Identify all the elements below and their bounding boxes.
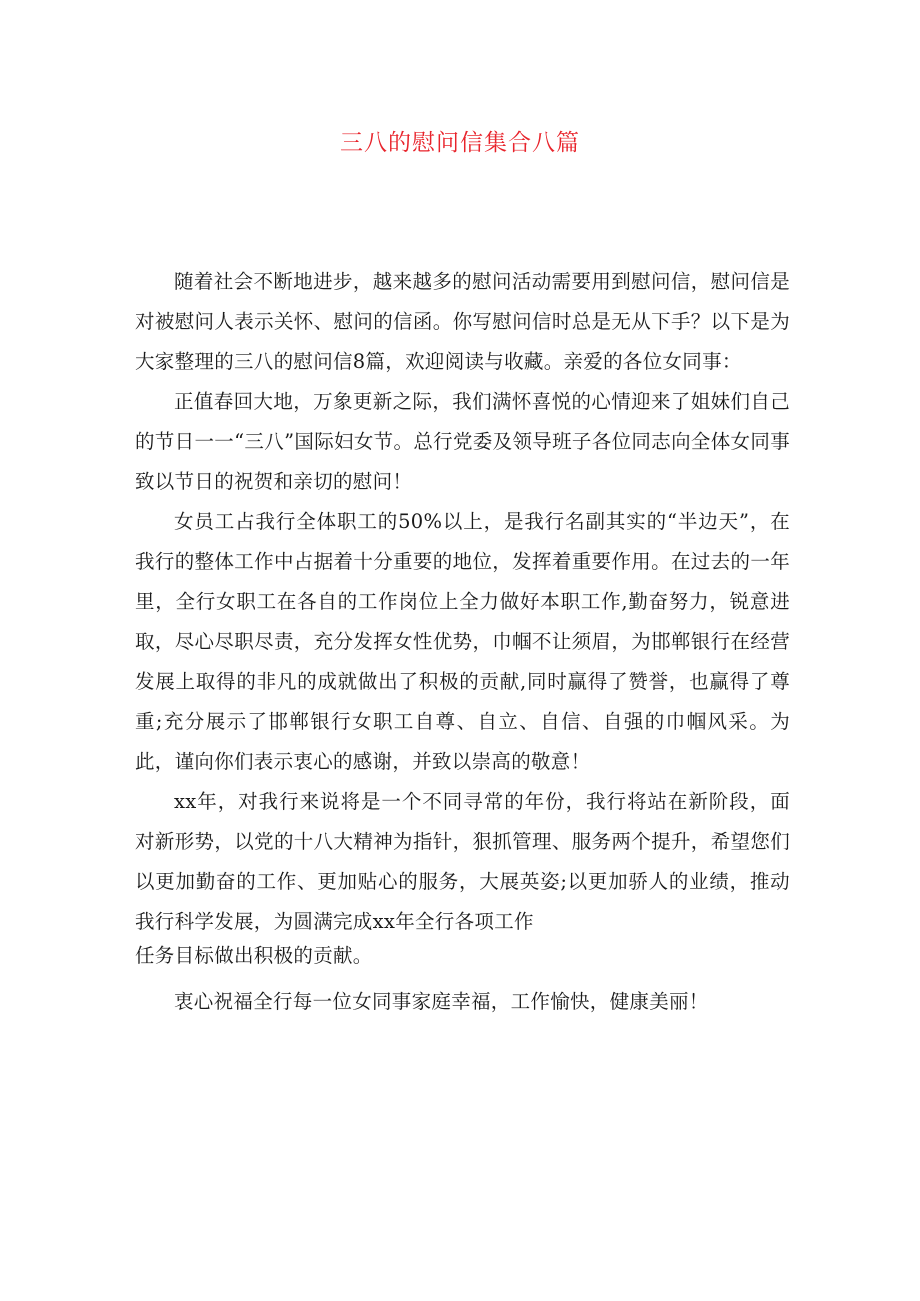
document-body xyxy=(135,262,790,1022)
paragraph-intro: 随着社会不断地进步，越来越多的慰问活动需要用到慰问信，慰问信是对被慰问人表示关怀、慰问的信函。你写慰问信时总是无从下手？以下是为大家整理的三八的慰问信8篇，欢迎阅读与收藏。亲爱的各位女同事： xyxy=(135,270,790,373)
paragraph-greeting: 正值春回大地，万象更新之际，我们满怀喜悦的心情迎来了姐妹们自己的节日一一“三八”国际妇女节。总行党委及领导班子各位同志向全体女同事致以节日的祝贺和亲切的慰问！ xyxy=(135,390,790,493)
paragraph-outlook-main: xx年，对我行来说将是一个不同寻常的年份，我行将站在新阶段，面对新形势，以党的十八大精神为指针，狠抓管理、服务两个提升，希望您们以更加勤奋的工作、更加贴心的服务，大展英姿;以更加骄人的业绩，推动我行科学发展，为圆满完成xx年全行各项工作 xyxy=(135,790,790,933)
document-title: 三八的慰问信集合八篇 xyxy=(340,130,580,156)
paragraph-outlook-tail: 任务目标做出积极的贡献。 xyxy=(135,944,373,967)
paragraph-outlook xyxy=(135,782,790,970)
paragraph-blessing: 衷心祝福全行每一位女同事家庭幸福，工作愉快，健康美丽！ xyxy=(174,990,709,1013)
paragraph-contribution: 女员工占我行全体职工的50%以上，是我行名副其实的“半边天”，在我行的整体工作中占据着十分重要的地位，发挥着重要作用。在过去的一年里，全行女职工在各自的工作岗位上全力做好本职工作,勤奋努力，锐意进取，尽心尽职尽责，充分发挥女性优势，巾帼不让须眉，为邯郸银行在经营发展上取得的非凡的成就做出了积极的贡献,同时赢得了赞誉，也赢得了尊重;充分展示了邯郸银行女职工自尊、自立、自信、自强的巾帼风采。为此，谨向你们表示衷心的感谢，并致以崇高的敬意！ xyxy=(135,510,790,773)
